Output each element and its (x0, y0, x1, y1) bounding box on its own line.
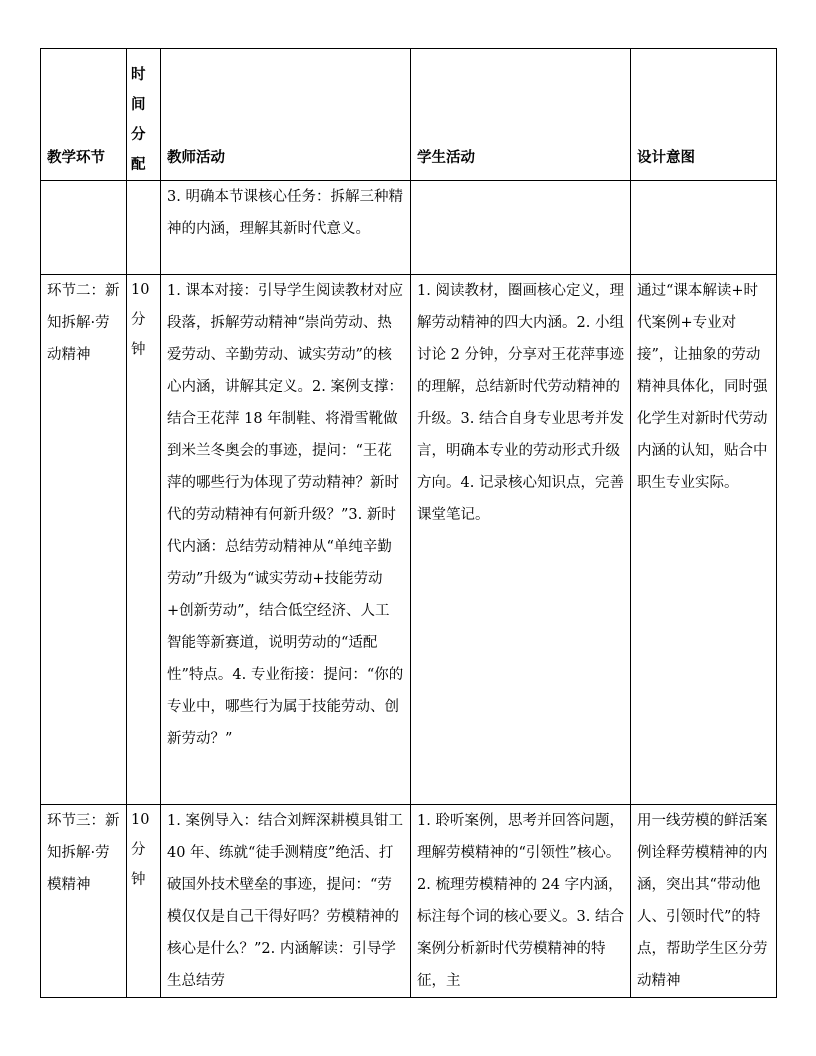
student-activity-cell: 1. 聆听案例，思考并回答问题，理解劳模精神的“引领性”核心。2. 梳理劳模精神的 24 字内涵，标注每个词的核心要义。3. 结合案例分析新时代劳模精神的特征，主 (411, 805, 631, 998)
header-time-char: 时 (131, 66, 146, 83)
time-cell (127, 275, 161, 805)
teacher-activity-cell: 1. 课本对接：引导学生阅读教材对应段落，拆解劳动精神“崇尚劳动、热爱劳动、辛勤劳动、诚实劳动”的核心内涵，讲解其定义。2. 案例支撑：结合王花萍 18 年制鞋、将滑雪靴做到米兰冬奥会的事迹，提问：“王花萍的哪些行为体现了劳动精神？新时代的劳动精神有何新升级？”3. 新时代内涵：总结劳动精神从“单纯辛勤劳动”升级为“诚实劳动+技能劳动+创新劳动”，结合低空经济、人工智能等新赛道，说明劳动的“适配性”特点。4. 专业衔接：提问：“你的专业中，哪些行为属于技能劳动、创新劳动？” (161, 275, 411, 805)
time-cell (127, 181, 161, 275)
time-value: 10 (131, 812, 150, 828)
lesson-plan-table (40, 48, 777, 998)
teacher-activity-cell: 3. 明确本节课核心任务：拆解三种精神的内涵，理解其新时代意义。 (161, 181, 411, 275)
time-unit: 钟 (131, 342, 146, 358)
time-unit: 钟 (131, 872, 146, 888)
header-intent: 设计意图 (631, 49, 777, 181)
header-time (127, 49, 161, 181)
header-time-char: 配 (131, 156, 146, 173)
header-student: 学生活动 (411, 49, 631, 181)
stage-cell: 环节三：新知拆解·劳模精神 (41, 805, 127, 998)
time-unit: 分 (131, 312, 146, 328)
time-value: 10 (131, 282, 150, 298)
time-unit: 分 (131, 842, 146, 858)
header-time-char: 间 (131, 96, 146, 113)
table-row (41, 275, 777, 805)
student-activity-cell: 1. 阅读教材，圈画核心定义，理解劳动精神的四大内涵。2. 小组讨论 2 分钟，分享对王花萍事迹的理解，总结新时代劳动精神的升级。3. 结合自身专业思考并发言，明确本专业的劳动形式升级方向。4. 记录核心知识点，完善课堂笔记。 (411, 275, 631, 805)
header-time-char: 分 (131, 126, 146, 143)
design-intent-cell (631, 181, 777, 275)
design-intent-cell: 用一线劳模的鲜活案例诠释劳模精神的内涵，突出其“带动他人、引领时代”的特点，帮助学生区分劳动精神 (631, 805, 777, 998)
table-row (41, 805, 777, 998)
header-stage: 教学环节 (41, 49, 127, 181)
stage-cell (41, 181, 127, 275)
time-cell (127, 805, 161, 998)
stage-cell: 环节二：新知拆解·劳动精神 (41, 275, 127, 805)
student-activity-cell (411, 181, 631, 275)
table-row (41, 181, 777, 275)
table-header-row (41, 49, 777, 181)
header-teacher: 教师活动 (161, 49, 411, 181)
design-intent-cell: 通过“课本解读+时代案例+专业对接”，让抽象的劳动精神具体化，同时强化学生对新时代劳动内涵的认知，贴合中职生专业实际。 (631, 275, 777, 805)
teacher-activity-cell: 1. 案例导入：结合刘辉深耕模具钳工 40 年、练就“徒手测精度”绝活、打破国外技术壁垒的事迹，提问：“劳模仅仅是自己干得好吗？劳模精神的核心是什么？”2. 内涵解读：引导学生总结劳 (161, 805, 411, 998)
